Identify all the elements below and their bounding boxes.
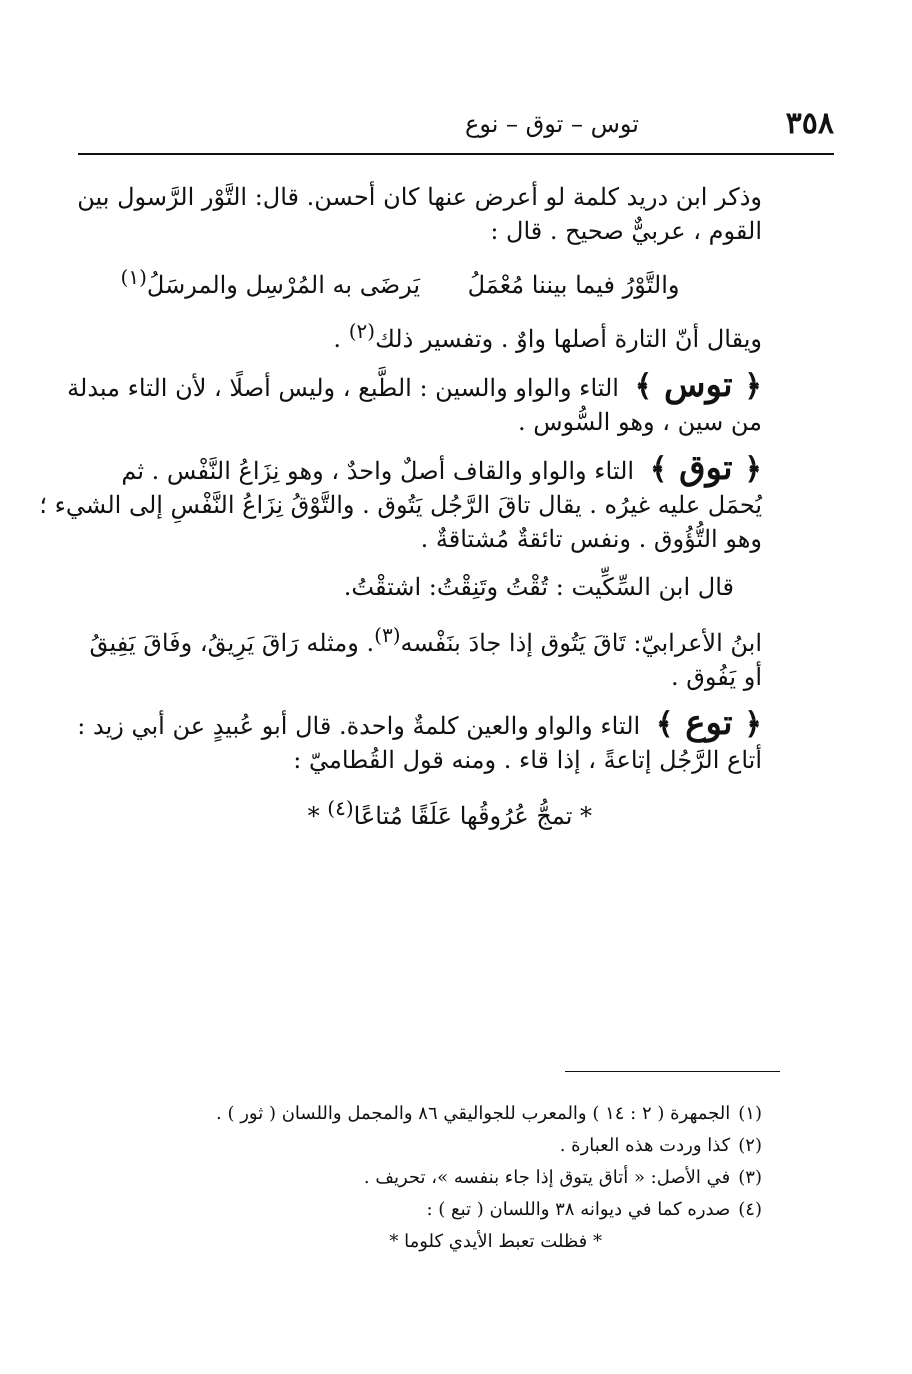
main-text [39,180,762,845]
text-line: ابنُ الأعرابيّ: تَاقَ يَتُوق إذا جادَ بنَفْسه$^{(٣)}$. ومثله رَاقَ يَرِيقُ، وفَاقَ يَفِيقُ [89,623,762,657]
text-line: من سين ، وهو السُّوس . [518,408,762,436]
entry-twq [39,448,762,694]
verse-hemistich: يَرضَى به المُرْسِل والمرسَلُ$^{(١)}$ [120,265,421,299]
text-line: يُحمَل عليه غيرُه . يقال تاقَ الرَّجُل يَتُوق . والتَّوْقُ نِزَاعُ النَّفْسِ إلى الشيء ؛ [39,491,762,519]
entry-heading: ﴿ توق ﴾ [649,448,762,488]
footnote-item: (١)الجمهرة ( ٢ : ١٤ ) والمعرب للجواليقي ٨٦ والمجمل واللسان ( ثور ) . [216,1103,762,1124]
footnote-item: (٢)كذا وردت هذه العبارة . [559,1135,762,1156]
footnote-ref: (١) [120,265,147,289]
text-line: ﴿ توس ﴾ التاء والواو والسين : الطَّبع ، وليس أصلًا ، لأن التاء مبدلة [67,365,762,405]
footnote-rule [565,1071,780,1072]
verse-hemistich: والتَّوْرُ فيما بيننا مُعْمَلُ [467,271,680,299]
header-rule [78,153,834,155]
text-line: وهو التُّؤُوق . ونفس تائقةٌ مُشتاقةٌ . [420,525,762,553]
entry-heading: ﴿ توس ﴾ [634,365,762,405]
text-line: قال ابن السِّكِّيت : تُقْتُ وتَنِقْتُ: اشتقْتُ. [343,573,734,601]
footnotes [150,1098,762,1258]
footnote-ref: (٣) [374,623,401,647]
entry-tw3 [77,703,762,833]
text-line: ﴿ توق ﴾ التاء والواو والقاف أصلٌ واحدٌ ، وهو نِزَاعُ النَّفْس . ثم [121,448,762,488]
footnote-verse: * فظلت تعبط الأيدي كلوما * [389,1231,602,1252]
paragraph-tara [78,314,762,356]
page-number: ٣٥٨ [785,106,834,141]
text-line: ﴿ توع ﴾ التاء والواو والعين كلمةٌ واحدة. قال أبو عُبيدٍ عن أبي زيد : [77,703,762,743]
text-line: أو يَفُوق . [671,663,762,691]
running-head: توس – توق – نوع [465,110,639,138]
footnote-ref: (٤) [327,796,354,820]
footnote-item: (٤)صدره كما في ديوانه ٣٨ واللسان ( تبع ) : [426,1199,762,1220]
text-line: ويقال أنّ التارة أصلها واوٌ . وتفسير ذلك$^{(٢)}$ . [333,319,762,353]
text-line: وذكر ابن دريد كلمة لو أعرض عنها كان أحسن. قال: التَّوْر الرَّسول بين [77,183,762,211]
footnote-item: (٣)في الأصل: « أتاق يتوق إذا جاء بنفسه »، تحريف . [363,1167,762,1188]
entry-heading: ﴿ توع ﴾ [655,703,762,743]
verse-line: * تمجُّ عُرُوقُها عَلَقًا مُتاعًا$^{(٤)}$ * [307,796,592,830]
page-header [78,106,834,146]
entry-tws [67,365,762,439]
paragraph-tawr [78,180,762,248]
footnote-ref: (٢) [348,319,376,343]
verse-couplet [78,260,762,302]
text-line: أتاع الرَّجُل إتاعةً ، إذا قاء . ومنه قول القُطاميّ : [293,746,762,774]
text-line: القوم ، عربيٌّ صحيح . قال : [490,217,762,245]
